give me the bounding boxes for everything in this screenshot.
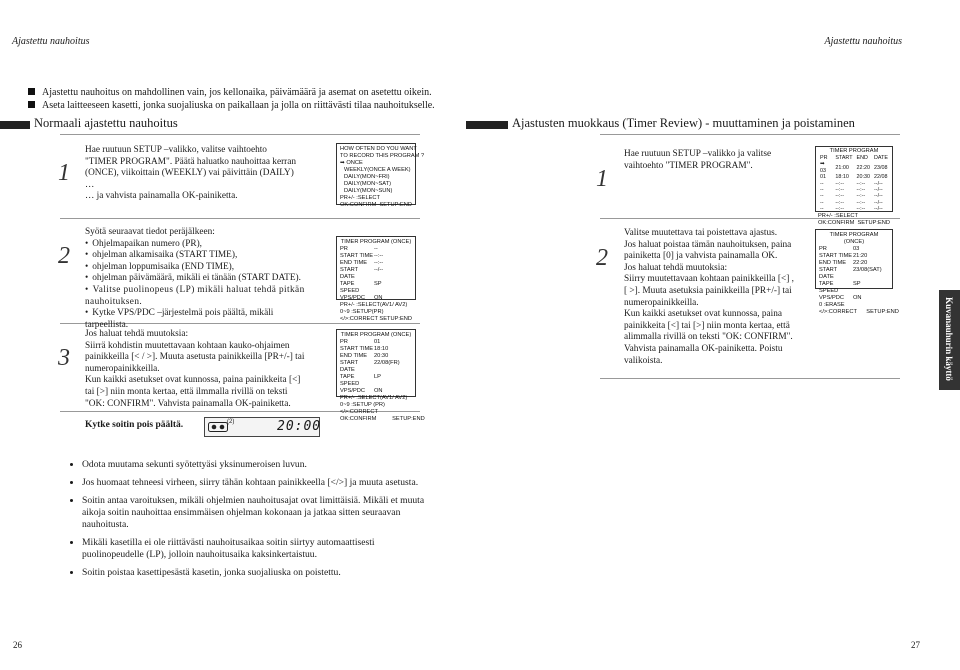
section-bar-right (466, 121, 508, 129)
divider (60, 218, 420, 219)
osd-timer-program-empty: TIMER PROGRAM (ONCE) PR -- START TIME --:-- END TIME --:-- START DATE --/-- TAPE SPEED SP VPS/PDC ON PR+/- :SELECT(AV1/ AV2) 0~9 :SETUP(PR) </>:CORRECT SETUP:END (336, 236, 416, 300)
display-indicator: (2) (227, 419, 235, 425)
osd-option: ONCE (346, 160, 363, 166)
osd-footer: SETUP:END (379, 202, 412, 208)
step-number: 2 (596, 245, 608, 271)
osd-timer-program-filled: TIMER PROGRAM (ONCE) PR 01 START TIME 18:10 END TIME 20:30 START DATE 22/08(FR) TAPE SPEED LP VPS/PDC ON PR+/- :SELECT(AV1/ AV2) 0~9 :SETUP (PR) </>:CORRECT OK:CONFIRM SETUP:END (336, 329, 416, 397)
intro-bullet-1: Ajastettu nauhoitus on mahdollinen vain, jos kellonaika, päivämäärä ja asemat on asetettu oikein. (28, 86, 432, 99)
page-number-right: 27 (911, 640, 920, 650)
header-left: Ajastettu nauhoitus (12, 36, 90, 47)
osd-title: TIMER PROGRAM (ONCE) (829, 232, 879, 245)
review-step-2-text: Valitse muutettava tai poistettava ajastus. Jos haluat poistaa tämän nauhoituksen, paina painiketta [0] ja vahvista painamalla OK. Jos haluat tehdä muutoksia: Siirry muutettavaan kohtaan painikkeilla [<] ,[ >]. Muuta asetuksia painikkeilla [PR+/-] tai numeropainikkeilla. Kun kaikki asetukset ovat kunnossa, paina painikkeita [<] tai [>] niin monta kertaa, että alimmalla rivillä on teksti "OK: CONFIRM". Vahvista painamalla OK-painiketta. Poistu valikoista. (624, 228, 794, 366)
divider (600, 134, 900, 135)
notes-list (66, 459, 432, 585)
section-title-left: Normaali ajastettu nauhoitus (34, 116, 178, 130)
osd-footer: PR+/- :SELECT (340, 195, 380, 201)
note-item: • Soitin poistaa kasettipesästä kasetin, jonka suojaliuska on poistettu. (82, 567, 432, 579)
note-item: • Odota muutama sekunti syötettyäsi yksinumeroisen luvun. (82, 459, 432, 471)
square-bullet-icon (28, 101, 35, 108)
review-step-1-text: Hae ruutuun SETUP –valikko ja valitse vaihtoehto "TIMER PROGRAM". (624, 149, 772, 171)
osd-option: WEEKLY(ONCE A WEEK) (344, 167, 411, 173)
note-item: • Mikäli kasetilla ei ole riittävästi nauhoitusaikaa soitin siirtyy automaattisesti puolinopeudelle (LP), jolloin nauhoitusaika kaksinkertaistuu. (82, 537, 432, 561)
square-bullet-icon (28, 88, 35, 95)
section-title-right: Ajastusten muokkaus (Timer Review) - muuttaminen ja poistaminen (512, 116, 855, 130)
step-3-text: Jos haluat tehdä muutoksia: Siirrä kohdistin muutettavaan kohtaan kauko-ohjaimen painikkeilla [< / >]. Muuta asetusta painikkeilla [PR+/-] tai numeropainikkeilla. Kun kaikki asetukset ovat kunnossa, paina painikkeita [<] tai [>] niin monta kertaa, että ilmmalla rivillä on teksti "OK: CONFIRM". Vahvista painamalla OK-painiketta. (85, 329, 305, 409)
arrow-right-icon: ➡ (340, 160, 345, 166)
display-time: 20:00 (277, 419, 322, 434)
step-number: 3 (58, 345, 70, 371)
osd-option: DAILY(MON~SUN) (344, 188, 393, 194)
osd-footer: OK:CONFIRM (340, 202, 377, 208)
side-tab (939, 290, 960, 390)
step-number: 1 (596, 166, 608, 192)
page-number-left: 26 (13, 640, 22, 650)
divider (60, 134, 420, 135)
cassette-icon (208, 422, 228, 432)
osd-title: TIMER PROGRAM (ONCE) (340, 239, 412, 245)
power-off-label: Kytke soitin pois päältä. (85, 420, 184, 430)
section-bar-left (0, 121, 30, 129)
step-number: 1 (58, 160, 70, 186)
osd-title: TIMER PROGRAM (ONCE) (340, 332, 412, 338)
vcr-display-panel (204, 417, 320, 437)
osd-timer-list: TIMER PROGRAM PR START END DATE ➡ 03 21:00 22:20 23/08 01 18:10 20:30 22/08 -- --:-- --:-- --/-- -- --:-- --:-- --/-- -- --:-- --:-- --/-- -- --:-- --:-- --/-- -- --:-- --:-- --/-- PR+/- :SELECT OK:CONFIRM SETUP:END (815, 146, 893, 212)
intro-bullet-2: Aseta laitteeseen kasetti, jonka suojaliuska on paikallaan ja jolla on riittävästi tilaa nauhoitukselle. (28, 99, 435, 112)
header-right: Ajastettu nauhoitus (824, 36, 902, 47)
osd-title: HOW OFTEN DO YOU WANT (340, 146, 417, 152)
note-item: • Soitin antaa varoituksen, mikäli ohjelmien nauhoitusajat ovat limittäisiä. Mikäli et muuta aikoja soitin nauhoittaa ensimmäisen ohjelman kokonaan ja jatkaa sitten seuraavan nauhoitusta. (82, 495, 432, 531)
side-tab-label: Kuvanauhurin käyttö (944, 297, 954, 381)
note-item: • Jos huomaat tehneesi virheen, siirry tähän kohtaan painikkeella [</>] ja muuta asetusta. (82, 477, 432, 489)
osd-option: DAILY(MON~FRI) (344, 174, 390, 180)
timer-list-table: PR START END DATE ➡ 03 21:00 22:20 23/08 01 18:10 20:30 22/08 -- --:-- --:-- --/-- -- --:-- --:-- --/-- -- --:-- --:-- --/-- -- --:-- --:-- --/-- -- --:-- --:-- --/-- (820, 155, 888, 213)
step-1-text: Hae ruutuun SETUP –valikko, valitse vaihtoehto "TIMER PROGRAM". Päätä haluatko nauhoittaa kerran (ONCE), viikoittain (WEEKLY) vai päivittäin (DAILY) … … ja vahvista painamalla OK-painiketta. (85, 145, 297, 202)
osd-option: DAILY(MON~SAT) (344, 181, 392, 187)
divider (600, 378, 900, 379)
osd-title: TO RECORD THIS PROGRAM ? (340, 153, 425, 159)
step-number: 2 (58, 243, 70, 269)
osd-timer-edit: TIMER PROGRAM (ONCE) PR 03 START TIME 21:20 END TIME 22:20 START DATE 23/08(SAT) TAPE SPEED SP VPS/PDC ON 0 :ERASE </>:CORRECT SETUP:END (815, 229, 893, 289)
osd-title: TIMER PROGRAM (829, 148, 879, 154)
step-2-text: Syötä seuraavat tiedot peräjälkeen: • Ohjelmapaikan numero (PR), • ohjelman alkamisaika (START TIME), • ohjelman loppumisaika (END TIME), • ohjelman päivämäärä, mikäli ei tänään (START DATE). • Valitse puolinopeus (LP) mikäli haluat tehdä pitkän nauhoituksen. • Kytke VPS/PDC –järjestelmä pois päältä, mikäli tarpeellista. (85, 227, 310, 331)
osd-record-frequency (336, 143, 425, 208)
